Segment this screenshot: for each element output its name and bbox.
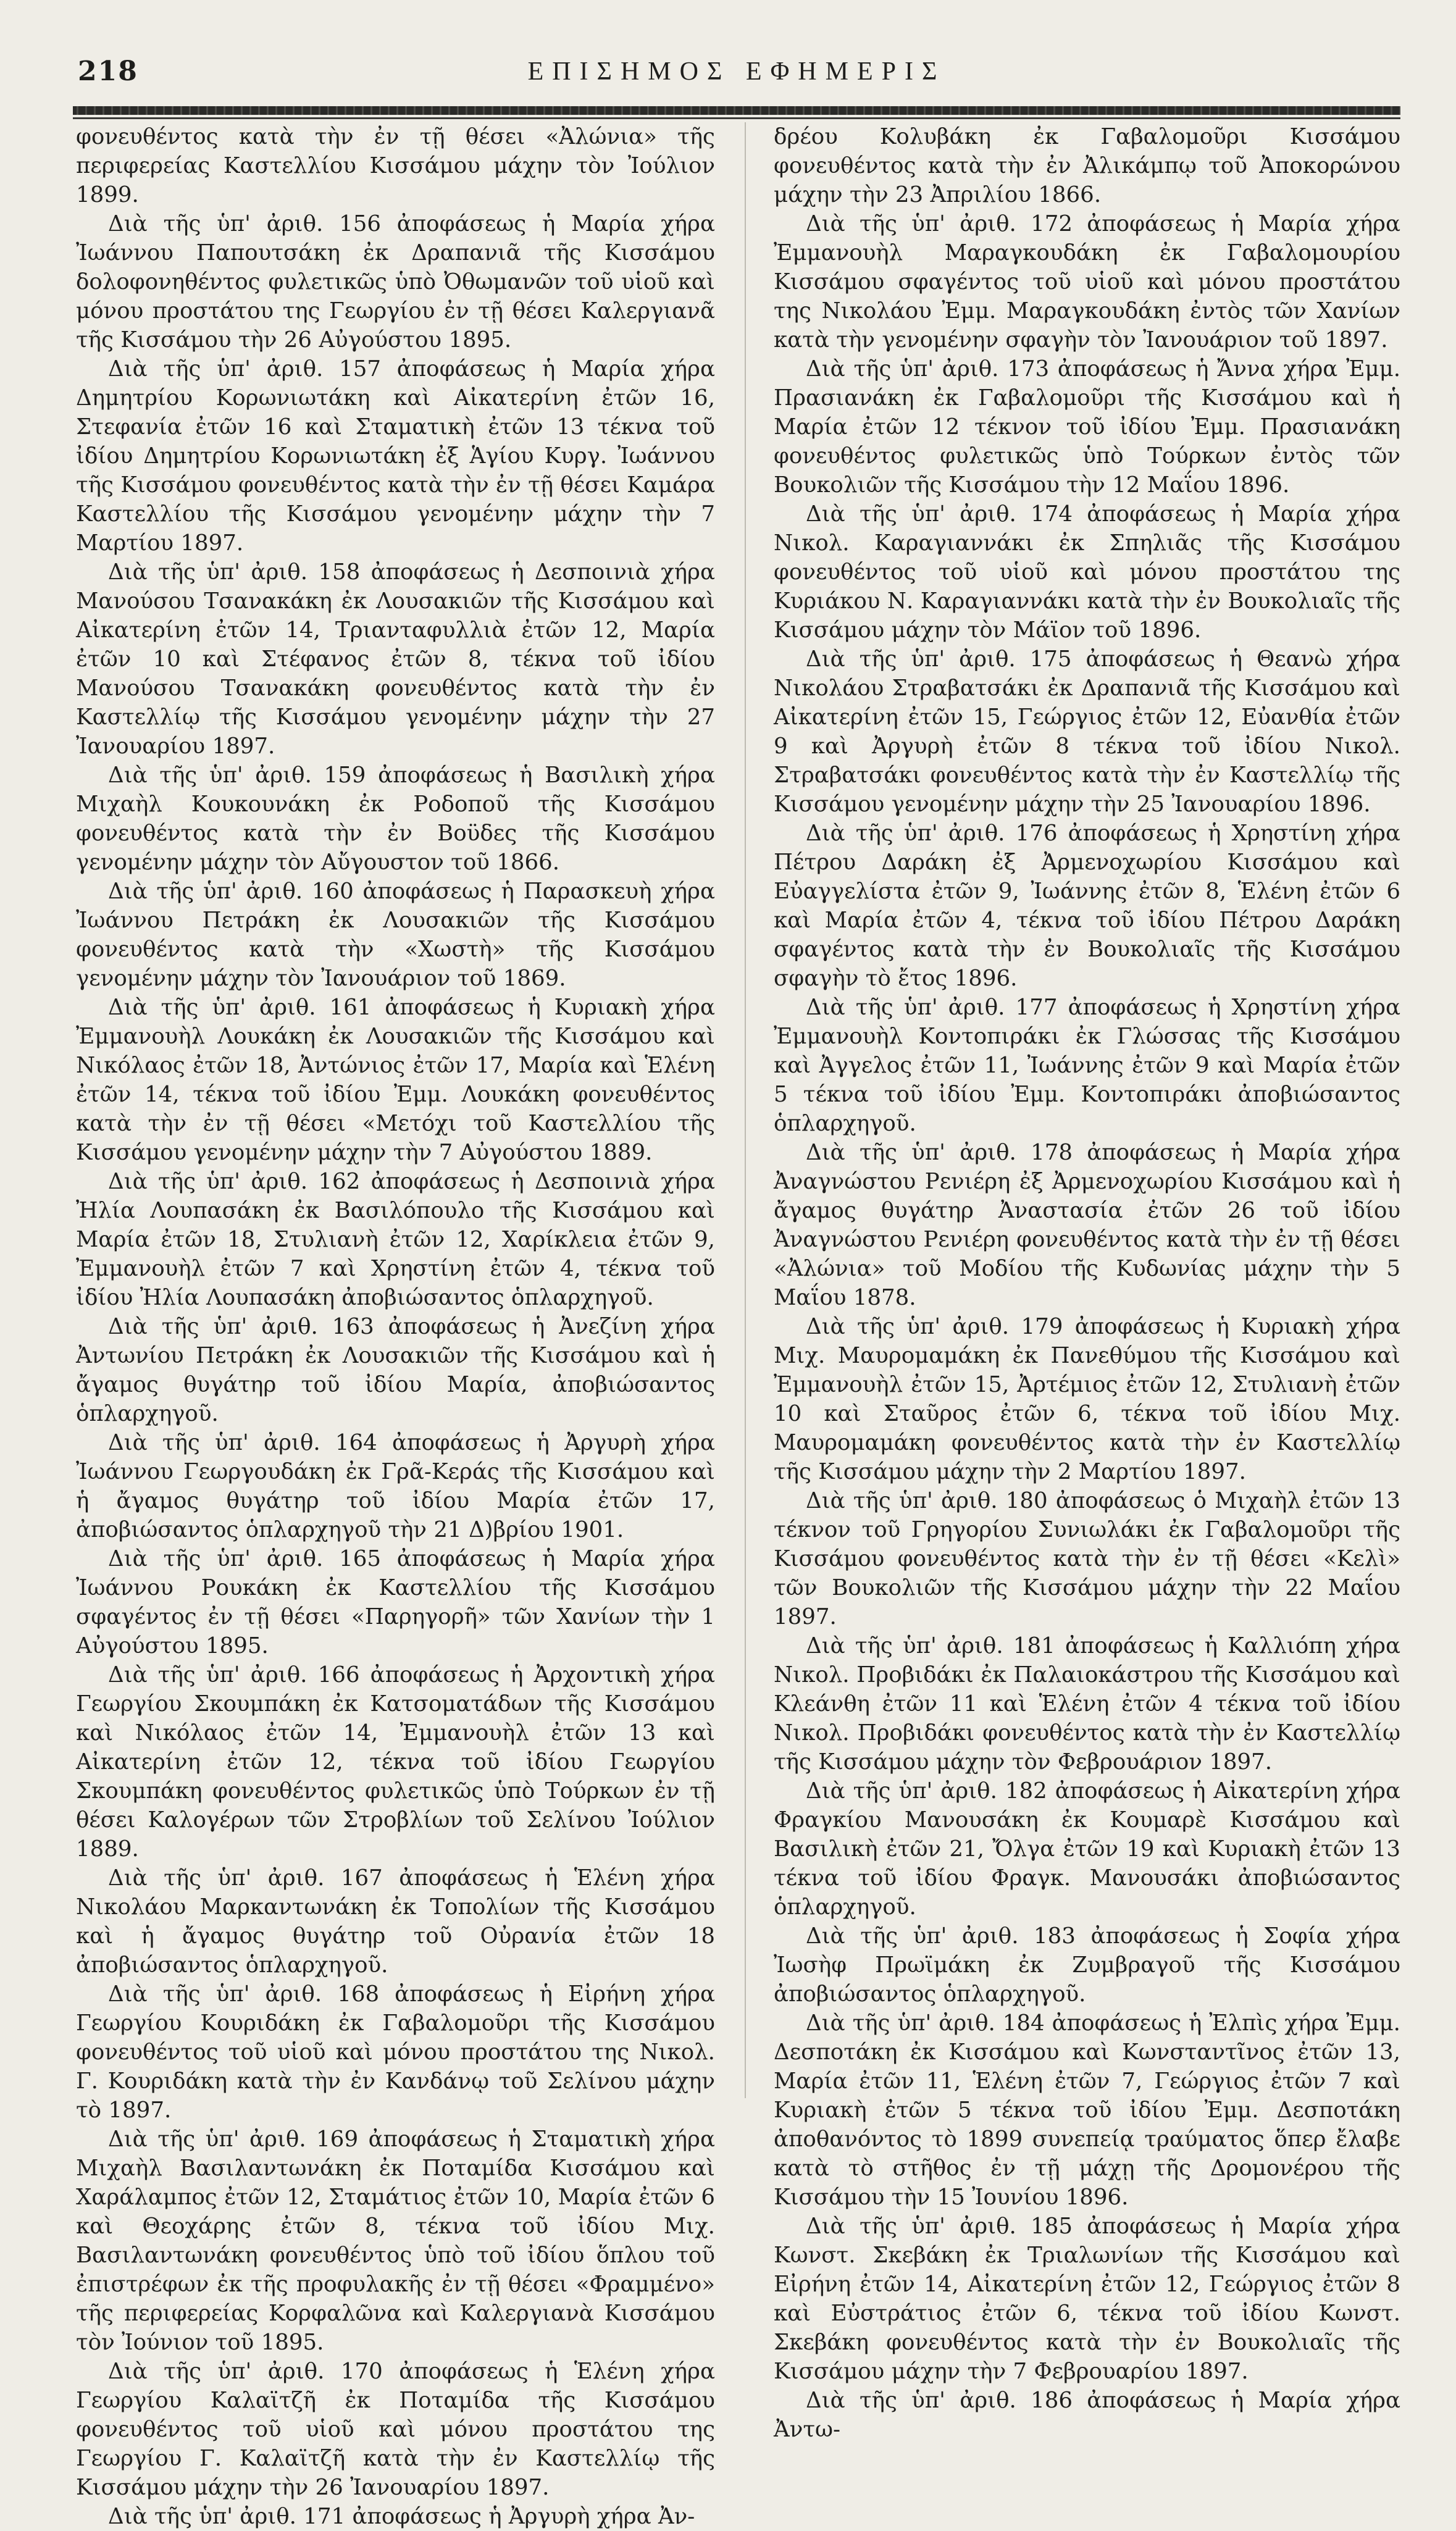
decision-paragraph: Διὰ τῆς ὑπ' ἀριθ. 186 ἀποφάσεως ἡ Μαρία χήρα Ἀντω-	[774, 2388, 1400, 2442]
decision-paragraph: Διὰ τῆς ὑπ' ἀριθ. 185 ἀποφάσεως ἡ Μαρία χήρα Κωνστ. Σκεβάκη ἐκ Τριαλωνίων τῆς Κισσάμου καὶ Εἰρήνη ἐτῶν 14, Αἰκατερίνη ἐτῶν 12, Γεώργιος ἐτῶν 8 καὶ Εὐστράτιος ἐτῶν 6, τέκνα τοῦ ἰδίου Κωνστ. Σκεβάκη φονευθέντος κατὰ τὴν ἐν Βουκολιαῖς τῆς Κισσάμου μάχην τὴν 7 Φεβρουαρίου 1897.	[774, 2214, 1400, 2384]
decision-paragraph: Διὰ τῆς ὑπ' ἀριθ. 165 ἀποφάσεως ἡ Μαρία χήρα Ἰωάννου Ρουκάκη ἐκ Καστελλίου τῆς Κισσάμου σφαγέντος ἐν τῇ θέσει «Παρηγορῆ» τῶν Χανίων τὴν 1 Αὐγούστου 1895.	[76, 1546, 715, 1659]
continued-paragraph: δρέου Κολυβάκη ἐκ Γαβαλομοῦρι Κισσάμου φονευθέντος κατὰ τὴν ἐν Ἀλικάμπῳ τοῦ Ἀποκορώνου μάχην τὴν 23 Ἀπριλίου 1866.	[774, 124, 1400, 207]
decision-paragraph: Διὰ τῆς ὑπ' ἀριθ. 158 ἀποφάσεως ἡ Δεσποινιὰ χήρα Μανούσου Τσανακάκη ἐκ Λουσακιῶν τῆς Κισσάμου καὶ Αἰκατερίνη ἐτῶν 14, Τριανταφυλλιὰ ἐτῶν 12, Μαρία ἐτῶν 10 καὶ Στέφανος ἐτῶν 8, τέκνα τοῦ ἰδίου Μανούσου Τσανακάκη φονευθέντος κατὰ τὴν ἐν Καστελλίῳ τῆς Κισσάμου γενομένην μάχην τὴν 27 Ἰανουαρίου 1897.	[76, 559, 715, 759]
decision-paragraph: Διὰ τῆς ὑπ' ἀριθ. 181 ἀποφάσεως ἡ Καλλιόπη χήρα Νικολ. Προβιδάκι ἐκ Παλαιοκάστρου τῆς Κισσάμου καὶ Κλεάνθη ἐτῶν 11 καὶ Ἑλένη ἐτῶν 4 τέκνα τοῦ ἰδίου Νικολ. Προβιδάκι φονευθέντος κατὰ τὴν ἐν Καστελλίῳ τῆς Κισσάμου μάχην τὸν Φεβρουάριον 1897.	[774, 1633, 1400, 1775]
decision-paragraph: Διὰ τῆς ὑπ' ἀριθ. 182 ἀποφάσεως ἡ Αἰκατερίνη χήρα Φραγκίου Μανουσάκη ἐκ Κουμαρὲ Κισσάμου καὶ Βασιλικὴ ἐτῶν 21, Ὄλγα ἐτῶν 19 καὶ Κυριακὴ ἐτῶν 13 τέκνα τοῦ ἰδίου Φραγκ. Μανουσάκι ἀποβιώσαντος ὁπλαρχηγοῦ.	[774, 1778, 1400, 1920]
journal-title: ΕΠΙΣΗΜΟΣ ΕΦΗΜΕΡΙΣ	[527, 57, 946, 86]
continued-paragraph: φονευθέντος κατὰ τὴν ἐν τῇ θέσει «Ἀλώνια» τῆς περιφερείας Καστελλίου Κισσάμου μάχην τὸν Ἰούλιον 1899.	[76, 124, 715, 207]
page-number: 218	[78, 56, 138, 87]
decision-paragraph: Διὰ τῆς ὑπ' ἀριθ. 180 ἀποφάσεως ὁ Μιχαὴλ ἐτῶν 13 τέκνον τοῦ Γρηγορίου Συνιωλάκι ἐκ Γαβαλομοῦρι τῆς Κισσάμου φονευθέντος κατὰ τὴν ἐν τῇ θέσει «Κελὶ» τῶν Βουκολιῶν τῆς Κισσάμου μάχην τὴν 22 Μαΐου 1897.	[774, 1488, 1400, 1629]
decision-paragraph: Διὰ τῆς ὑπ' ἀριθ. 176 ἀποφάσεως ἡ Χρηστίνη χήρα Πέτρου Δαράκη ἐξ Ἀρμενοχωρίου Κισσάμου καὶ Εὐαγγελίστα ἐτῶν 9, Ἰωάννης ἐτῶν 8, Ἑλένη ἐτῶν 6 καὶ Μαρία ἐτῶν 4, τέκνα τοῦ ἰδίου Πέτρου Δαράκη σφαγέντος κατὰ τὴν ἐν Βουκολιαῖς τῆς Κισσάμου σφαγὴν τὸ ἔτος 1896.	[774, 821, 1400, 991]
page-header	[73, 56, 1400, 99]
header-rule	[73, 106, 1400, 115]
right-column	[774, 122, 1400, 2444]
decision-paragraph: Διὰ τῆς ὑπ' ἀριθ. 168 ἀποφάσεως ἡ Εἰρήνη χήρα Γεωργίου Κουριδάκη ἐκ Γαβαλομοῦρι τῆς Κισσάμου φονευθέντος τοῦ υἱοῦ καὶ μόνου προστάτου της Νικολ. Γ. Κουριδάκη κατὰ τὴν ἐν Κανδάνῳ τοῦ Σελίνου μάχην τὸ 1897.	[76, 1981, 715, 2123]
newspaper-page	[73, 43, 1400, 2529]
decision-paragraph: Διὰ τῆς ὑπ' ἀριθ. 174 ἀποφάσεως ἡ Μαρία χήρα Νικολ. Καραγιαννάκι ἐκ Σπηλιᾶς τῆς Κισσάμου φονευθέντος τοῦ υἱοῦ καὶ μόνου προστάτου της Κυριάκου Ν. Καραγιαννάκι κατὰ τὴν ἐν Βουκολιαῖς τῆς Κισσάμου μάχην τὸν Μάϊον τοῦ 1896.	[774, 501, 1400, 643]
decision-paragraph: Διὰ τῆς ὑπ' ἀριθ. 160 ἀποφάσεως ἡ Παρασκευὴ χήρα Ἰωάννου Πετράκη ἐκ Λουσακιῶν τῆς Κισσάμου φονευθέντος κατὰ τὴν «Χωστὴ» τῆς Κισσάμου γενομένην μάχην τὸν Ἰανουάριον τοῦ 1869.	[76, 879, 715, 991]
decision-paragraph: Διὰ τῆς ὑπ' ἀριθ. 179 ἀποφάσεως ἡ Κυριακὴ χήρα Μιχ. Μαυρομαμάκη ἐκ Πανεθύμου τῆς Κισσάμου καὶ Ἐμμανουὴλ ἐτῶν 15, Ἀρτέμιος ἐτῶν 12, Στυλιανὴ ἐτῶν 10 καὶ Σταῦρος ἐτῶν 6, τέκνα τοῦ ἰδίου Μιχ. Μαυρομαμάκη φονευθέντος κατὰ τὴν ἐν Καστελλίῳ τῆς Κισσάμου μάχην τὴν 2 Μαρτίου 1897.	[774, 1314, 1400, 1484]
decision-paragraph: Διὰ τῆς ὑπ' ἀριθ. 161 ἀποφάσεως ἡ Κυριακὴ χήρα Ἐμμανουὴλ Λουκάκη ἐκ Λουσακιῶν τῆς Κισσάμου καὶ Νικόλαος ἐτῶν 18, Ἀντώνιος ἐτῶν 17, Μαρία καὶ Ἑλένη ἐτῶν 14, τέκνα τοῦ ἰδίου Ἐμμ. Λουκάκη φονευθέντος κατὰ τὴν ἐν τῇ θέσει «Μετόχι τοῦ Καστελλίου τῆς Κισσάμου γενομένην μάχην τὴν 7 Αὐγούστου 1889.	[76, 995, 715, 1165]
column-divider	[745, 122, 746, 2098]
decision-paragraph: Διὰ τῆς ὑπ' ἀριθ. 175 ἀποφάσεως ἡ Θεανὼ χήρα Νικολάου Στραβατσάκι ἐκ Δραπανιᾶ τῆς Κισσάμου καὶ Αἰκατερίνη ἐτῶν 15, Γεώργιος ἐτῶν 12, Εὐανθία ἐτῶν 9 καὶ Ἀργυρὴ ἐτῶν 8 τέκνα τοῦ ἰδίου Νικολ. Στραβατσάκι φονευθέντος κατὰ τὴν ἐν Καστελλίῳ τῆς Κισσάμου γενομένην μάχην τὴν 25 Ἰανουαρίου 1896.	[774, 646, 1400, 817]
decision-paragraph: Διὰ τῆς ὑπ' ἀριθ. 178 ἀποφάσεως ἡ Μαρία χήρα Ἀναγνώστου Ρενιέρη ἐξ Ἀρμενοχωρίου Κισσάμου καὶ ἡ ἄγαμος θυγάτηρ Ἀναστασία ἐτῶν 26 τοῦ ἰδίου Ἀναγνώστου Ρενιέρη φονευθέντος κατὰ τὴν ἐν τῇ θέσει «Ἀλώνια» τοῦ Μοδίου τῆς Κυδωνίας μάχην τὴν 5 Μαΐου 1878.	[774, 1140, 1400, 1310]
decision-paragraph: Διὰ τῆς ὑπ' ἀριθ. 163 ἀποφάσεως ἡ Ἀνεζίνη χήρα Ἀντωνίου Πετράκη ἐκ Λουσακιῶν τῆς Κισσάμου καὶ ἡ ἄγαμος θυγάτηρ τοῦ ἰδίου Μαρία, ἀποβιώσαντος ὁπλαρχηγοῦ.	[76, 1314, 715, 1426]
decision-paragraph: Διὰ τῆς ὑπ' ἀριθ. 156 ἀποφάσεως ἡ Μαρία χήρα Ἰωάννου Παπουτσάκη ἐκ Δραπανιᾶ τῆς Κισσάμου δολοφονηθέντος φυλετικῶς ὑπὸ Ὀθωμανῶν τοῦ υἱοῦ καὶ μόνου προστάτου της Γεωργίου ἐν τῇ θέσει Καλεργιανᾶ τῆς Κισσάμου τὴν 26 Αὐγούστου 1895.	[76, 211, 715, 353]
decision-paragraph: Διὰ τῆς ὑπ' ἀριθ. 173 ἀποφάσεως ἡ Ἄννα χήρα Ἐμμ. Πρασιανάκη ἐκ Γαβαλομοῦρι τῆς Κισσάμου καὶ ἡ Μαρία ἐτῶν 12 τέκνον τοῦ ἰδίου Ἐμμ. Πρασιανάκη φονευθέντος φυλετικῶς ὑπὸ Τούρκων ἐντὸς τῶν Βουκολιῶν τῆς Κισσάμου τὴν 12 Μαΐου 1896.	[774, 356, 1400, 498]
decision-paragraph: Διὰ τῆς ὑπ' ἀριθ. 162 ἀποφάσεως ἡ Δεσποινιὰ χήρα Ἠλία Λουπασάκη ἐκ Βασιλόπουλο τῆς Κισσάμου καὶ Μαρία ἐτῶν 18, Στυλιανὴ ἐτῶν 12, Χαρίκλεια ἐτῶν 9, Ἐμμανουὴλ ἐτῶν 7 καὶ Χρηστίνη ἐτῶν 4, τέκνα τοῦ ἰδίου Ἠλία Λουπασάκη ἀποβιώσαντος ὁπλαρχηγοῦ.	[76, 1169, 715, 1310]
decision-paragraph: Διὰ τῆς ὑπ' ἀριθ. 166 ἀποφάσεως ἡ Ἀρχοντικὴ χήρα Γεωργίου Σκουμπάκη ἐκ Κατσοματάδων τῆς Κισσάμου καὶ Νικόλαος ἐτῶν 14, Ἐμμανουὴλ ἐτῶν 13 καὶ Αἰκατερίνη ἐτῶν 12, τέκνα τοῦ ἰδίου Γεωργίου Σκουμπάκη φονευθέντος φυλετικῶς ὑπὸ Τούρκων ἐν τῇ θέσει Καλογέρων τῶν Στροβλίων τοῦ Σελίνου Ἰούλιον 1889.	[76, 1662, 715, 1862]
decision-paragraph: Διὰ τῆς ὑπ' ἀριθ. 170 ἀποφάσεως ἡ Ἑλένη χήρα Γεωργίου Καλαϊτζῆ ἐκ Ποταμίδα τῆς Κισσάμου φονευθέντος τοῦ υἱοῦ καὶ μόνου προστάτου της Γεωργίου Γ. Καλαϊτζῆ κατὰ τὴν ἐν Καστελλίῳ τῆς Κισσάμου μάχην τὴν 26 Ἰανουαρίου 1897.	[76, 2359, 715, 2500]
decision-paragraph: Διὰ τῆς ὑπ' ἀριθ. 164 ἀποφάσεως ἡ Ἀργυρὴ χήρα Ἰωάννου Γεωργουδάκη ἐκ Γρᾶ-Κεράς τῆς Κισσάμου καὶ ἡ ἄγαμος θυγάτηρ τοῦ ἰδίου Μαρία ἐτῶν 17, ἀποβιώσαντος ὁπλαρχηγοῦ τὴν 21 Δ)βρίου 1901.	[76, 1430, 715, 1542]
decision-paragraph: Διὰ τῆς ὑπ' ἀριθ. 183 ἀποφάσεως ἡ Σοφία χήρα Ἰωσὴφ Πρωϊμάκη ἐκ Ζυμβραγοῦ τῆς Κισσάμου ἀποβιώσαντος ὁπλαρχηγοῦ.	[774, 1923, 1400, 2007]
decision-paragraph: Διὰ τῆς ὑπ' ἀριθ. 157 ἀποφάσεως ἡ Μαρία χήρα Δημητρίου Κορωνιωτάκη καὶ Αἰκατερίνη ἐτῶν 16, Στεφανία ἐτῶν 16 καὶ Σταματικὴ ἐτῶν 13 τέκνα τοῦ ἰδίου Δημητρίου Κορωνιωτάκη ἐξ Ἁγίου Κυργ. Ἰωάννου τῆς Κισσάμου φονευθέντος κατὰ τὴν ἐν τῇ θέσει Καμάρα Καστελλίου τῆς Κισσάμου γενομένην μάχην τὴν 7 Μαρτίου 1897.	[76, 356, 715, 556]
decision-paragraph: Διὰ τῆς ὑπ' ἀριθ. 184 ἀποφάσεως ἡ Ἐλπὶς χήρα Ἐμμ. Δεσποτάκη ἐκ Κισσάμου καὶ Κωνσταντῖνος ἐτῶν 13, Μαρία ἐτῶν 11, Ἑλένη ἐτῶν 7, Γεώργιος ἐτῶν 7 καὶ Κυριακὴ ἐτῶν 5 τέκνα τοῦ ἰδίου Ἐμμ. Δεσποτάκη ἀποθανόντος τὸ 1899 συνεπείᾳ τραύματος ὅπερ ἔλαβε κατὰ τὸ στῆθος ἐν τῇ μάχῃ τῆς Δρομονέρου τῆς Κισσάμου τὴν 15 Ἰουνίου 1896.	[774, 2010, 1400, 2210]
decision-paragraph: Διὰ τῆς ὑπ' ἀριθ. 172 ἀποφάσεως ἡ Μαρία χήρα Ἐμμανουὴλ Μαραγκουδάκη ἐκ Γαβαλομουρίου Κισσάμου σφαγέντος τοῦ υἱοῦ καὶ μόνου προστάτου της Νικολάου Ἐμμ. Μαραγκουδάκη ἐντὸς τῶν Χανίων κατὰ τὴν γενομένην σφαγὴν τὸν Ἰανουάριον τοῦ 1897.	[774, 211, 1400, 353]
decision-paragraph: Διὰ τῆς ὑπ' ἀριθ. 177 ἀποφάσεως ἡ Χρηστίνη χήρα Ἐμμανουὴλ Κοντοπιράκι ἐκ Γλώσσας τῆς Κισσάμου καὶ Ἀγγελος ἐτῶν 11, Ἰωάννης ἐτῶν 9 καὶ Μαρία ἐτῶν 5 τέκνα τοῦ ἰδίου Ἐμμ. Κοντοπιράκι ἀποβιώσαντος ὁπλαρχηγοῦ.	[774, 995, 1400, 1136]
decision-paragraph: Διὰ τῆς ὑπ' ἀριθ. 171 ἀποφάσεως ἡ Ἀργυρὴ χήρα Ἀν-	[108, 2504, 695, 2529]
left-column	[76, 122, 715, 2531]
decision-paragraph: Διὰ τῆς ὑπ' ἀριθ. 159 ἀποφάσεως ἡ Βασιλικὴ χήρα Μιχαὴλ Κουκουνάκη ἐκ Ροδοποῦ τῆς Κισσάμου φονευθέντος κατὰ τὴν ἐν Βοϋδες τῆς Κισσάμου γενομένην μάχην τὸν Αὔγουστον τοῦ 1866.	[76, 763, 715, 875]
decision-paragraph: Διὰ τῆς ὑπ' ἀριθ. 169 ἀποφάσεως ἡ Σταματικὴ χήρα Μιχαὴλ Βασιλαντωνάκη ἐκ Ποταμίδα Κισσάμου καὶ Χαράλαμπος ἐτῶν 12, Σταμάτιος ἐτῶν 10, Μαρία ἐτῶν 6 καὶ Θεοχάρης ἐτῶν 8, τέκνα τοῦ ἰδίου Μιχ. Βασιλαντωνάκη φονευθέντος ὑπὸ τοῦ ἰδίου ὅπλου τοῦ ἐπιστρέφων ἐκ τῆς προφυλακῆς ἐν τῇ θέσει «Φραμμένο» τῆς περιφερείας Κορφαλῶνα καὶ Καλεργιανὰ Κισσάμου τὸν Ἰούνιον τοῦ 1895.	[76, 2127, 715, 2355]
decision-paragraph: Διὰ τῆς ὑπ' ἀριθ. 167 ἀποφάσεως ἡ Ἑλένη χήρα Νικολάου Μαρκαντωνάκη ἐκ Τοπολίων τῆς Κισσάμου καὶ ἡ ἄγαμος θυγάτηρ τοῦ Οὐρανία ἐτῶν 18 ἀποβιώσαντος ὁπλαρχηγοῦ.	[76, 1865, 715, 1978]
header-rule-thin	[73, 117, 1400, 119]
